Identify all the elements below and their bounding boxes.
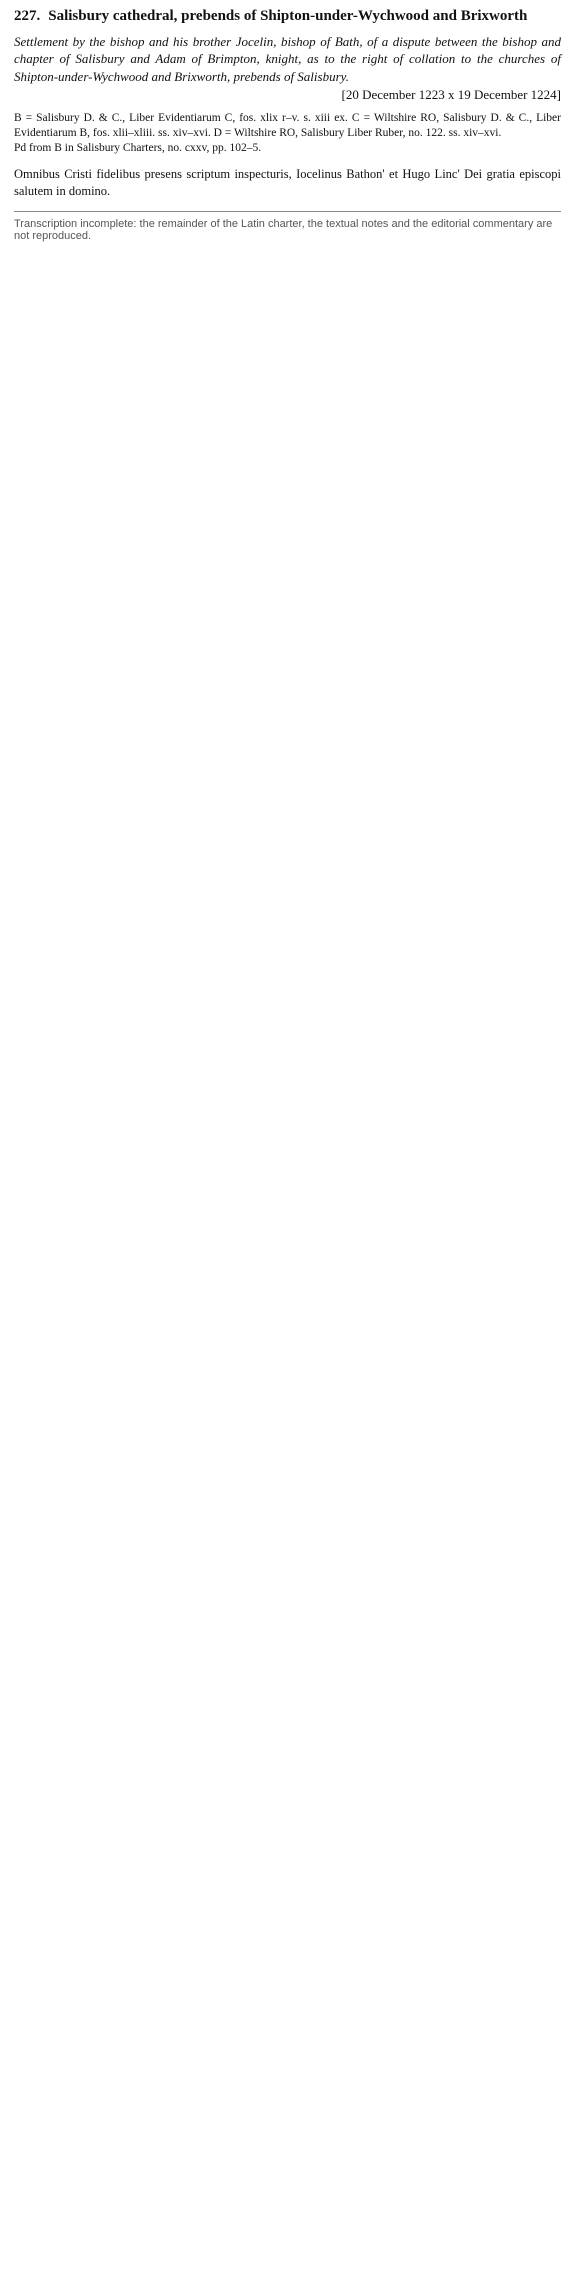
charter-opening: Omnibus Cristi fidelibus presens scriptum inspecturis, Iocelinus Bathon' et Hugo Linc' Dei gratia episcopi salutem in domino. <box>14 167 561 198</box>
printed-edition-line: Pd from B in Salisbury Charters, no. cxxv, pp. 102–5. <box>14 142 262 155</box>
document-date: [20 December 1223 x 19 December 1224] <box>341 86 561 102</box>
document-heading <box>14 8 561 25</box>
document-summary <box>14 33 561 103</box>
manuscript-sources-text: B = Salisbury D. & C., Liber Evidentiarum C, fos. xlix r–v. s. xiii ex. C = Wiltshire RO, Salisbury D. & C., Liber Evidentiarum B, fos. xlii–xliii. ss. xiv–xvi. D = Wiltshire RO, Salisbury Liber Ruber, no. 122. ss. xiv–xvi. <box>14 111 561 140</box>
manuscript-sources <box>14 111 561 157</box>
summary-text: Settlement by the bishop and his brother Jocelin, bishop of Bath, of a dispute between the bishop and chapter of Salisbury and Adam of Brimpton, knight, as to the right of collation to the churches of Shipton-under-Wychwood and Brixworth, prebends of Salisbury. <box>14 34 561 84</box>
charter-text <box>14 166 561 199</box>
incomplete-transcription-note: Transcription incomplete: the remainder of the Latin charter, the textual notes and the editorial commentary are not reproduced. <box>14 211 561 242</box>
document-title: Salisbury cathedral, prebends of Shipton-under-Wychwood and Brixworth <box>48 8 528 24</box>
document-number: 227. <box>14 8 41 24</box>
